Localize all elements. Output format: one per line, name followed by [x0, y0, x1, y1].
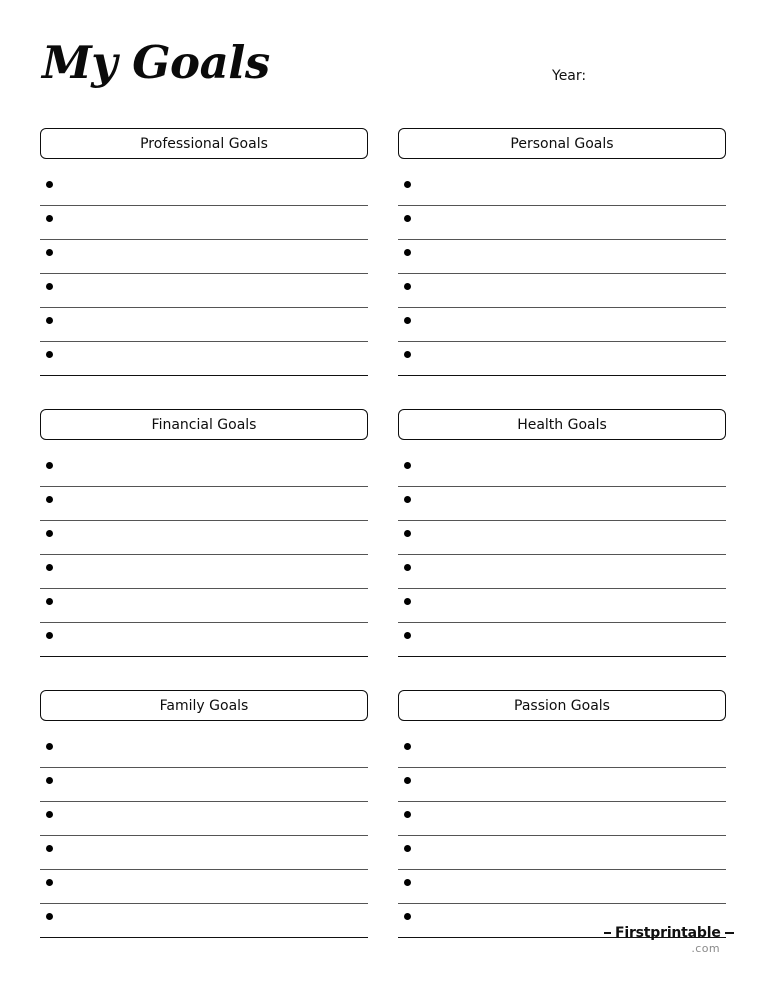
bullet-icon — [404, 215, 411, 222]
goal-line-list — [40, 734, 368, 938]
section-header-financial — [40, 409, 368, 440]
section-header-personal — [398, 128, 726, 159]
bullet-icon — [404, 317, 411, 324]
section-header-family — [40, 690, 368, 721]
goal-line-item[interactable] — [398, 487, 726, 521]
write-rule — [40, 937, 368, 938]
section-title: Professional Goals — [140, 135, 268, 152]
bullet-icon — [46, 496, 53, 503]
goal-line-list — [398, 453, 726, 657]
bullet-icon — [404, 777, 411, 784]
bullet-icon — [46, 249, 53, 256]
bullet-icon — [404, 496, 411, 503]
bullet-icon — [404, 845, 411, 852]
goal-line-item[interactable] — [40, 768, 368, 802]
goal-line-item[interactable] — [40, 555, 368, 589]
section-title: Passion Goals — [514, 697, 610, 714]
goal-line-item[interactable] — [398, 734, 726, 768]
bullet-icon — [404, 462, 411, 469]
dash-icon — [604, 932, 611, 934]
bullet-icon — [46, 462, 53, 469]
goal-section-personal — [398, 128, 726, 376]
goal-line-item[interactable] — [398, 870, 726, 904]
bullet-icon — [404, 351, 411, 358]
bullet-icon — [404, 913, 411, 920]
goal-section-professional — [40, 128, 368, 376]
goal-line-item[interactable] — [398, 172, 726, 206]
goal-line-item[interactable] — [40, 904, 368, 938]
bullet-icon — [46, 181, 53, 188]
goal-line-item[interactable] — [40, 308, 368, 342]
bullet-icon — [46, 777, 53, 784]
section-title: Family Goals — [159, 697, 249, 714]
write-rule — [40, 375, 368, 376]
goal-line-item[interactable] — [398, 274, 726, 308]
goal-section-health — [398, 409, 726, 657]
goal-line-item[interactable] — [398, 836, 726, 870]
bullet-icon — [404, 181, 411, 188]
goals-grid — [40, 128, 727, 971]
write-rule — [40, 656, 368, 657]
goal-line-list — [398, 172, 726, 376]
bullet-icon — [404, 564, 411, 571]
bullet-icon — [404, 283, 411, 290]
bullet-icon — [46, 811, 53, 818]
bullet-icon — [46, 879, 53, 886]
goals-row — [40, 409, 727, 690]
goal-line-list — [398, 734, 726, 938]
bullet-icon — [404, 743, 411, 750]
goal-section-family — [40, 690, 368, 938]
goal-line-item[interactable] — [40, 453, 368, 487]
dash-icon — [725, 932, 734, 934]
brand-name: Firstprintable — [615, 925, 721, 941]
goal-line-item[interactable] — [398, 308, 726, 342]
goal-line-item[interactable] — [40, 589, 368, 623]
brand-footer — [604, 925, 732, 959]
goal-line-item[interactable] — [40, 734, 368, 768]
brand-tld: .com — [691, 942, 720, 955]
bullet-icon — [46, 845, 53, 852]
goal-line-item[interactable] — [398, 802, 726, 836]
goal-line-list — [40, 172, 368, 376]
section-header-health — [398, 409, 726, 440]
goal-line-item[interactable] — [40, 836, 368, 870]
brand-wordmark — [604, 925, 734, 941]
bullet-icon — [46, 215, 53, 222]
write-rule — [398, 656, 726, 657]
goal-line-item[interactable] — [40, 521, 368, 555]
goal-line-item[interactable] — [40, 623, 368, 657]
goal-line-item[interactable] — [398, 206, 726, 240]
goal-line-item[interactable] — [398, 521, 726, 555]
goal-line-item[interactable] — [398, 623, 726, 657]
bullet-icon — [404, 632, 411, 639]
goal-line-item[interactable] — [398, 589, 726, 623]
goal-line-item[interactable] — [40, 172, 368, 206]
goal-line-item[interactable] — [398, 240, 726, 274]
section-header-passion — [398, 690, 726, 721]
goals-row — [40, 128, 727, 409]
section-title: Health Goals — [517, 416, 607, 433]
goal-section-financial — [40, 409, 368, 657]
goal-section-passion — [398, 690, 726, 938]
section-title: Financial Goals — [151, 416, 257, 433]
write-rule — [398, 375, 726, 376]
goal-line-item[interactable] — [40, 342, 368, 376]
bullet-icon — [46, 351, 53, 358]
bullet-icon — [46, 743, 53, 750]
section-header-professional — [40, 128, 368, 159]
goal-line-item[interactable] — [398, 555, 726, 589]
bullet-icon — [404, 530, 411, 537]
bullet-icon — [46, 632, 53, 639]
goal-line-item[interactable] — [40, 870, 368, 904]
bullet-icon — [46, 317, 53, 324]
bullet-icon — [46, 598, 53, 605]
bullet-icon — [404, 249, 411, 256]
bullet-icon — [404, 879, 411, 886]
goal-line-item[interactable] — [40, 802, 368, 836]
goal-line-item[interactable] — [40, 487, 368, 521]
bullet-icon — [46, 564, 53, 571]
bullet-icon — [46, 913, 53, 920]
year-label: Year: — [552, 68, 587, 84]
page-header — [0, 0, 773, 118]
goal-line-item[interactable] — [40, 240, 368, 274]
goal-line-item[interactable] — [398, 453, 726, 487]
bullet-icon — [404, 598, 411, 605]
goal-line-item[interactable] — [40, 206, 368, 240]
goal-line-list — [40, 453, 368, 657]
goal-line-item[interactable] — [398, 768, 726, 802]
bullet-icon — [46, 530, 53, 537]
bullet-icon — [46, 283, 53, 290]
goal-line-item[interactable] — [40, 274, 368, 308]
goal-line-item[interactable] — [398, 342, 726, 376]
bullet-icon — [404, 811, 411, 818]
section-title: Personal Goals — [510, 135, 614, 152]
page-title: My Goals — [42, 36, 270, 89]
